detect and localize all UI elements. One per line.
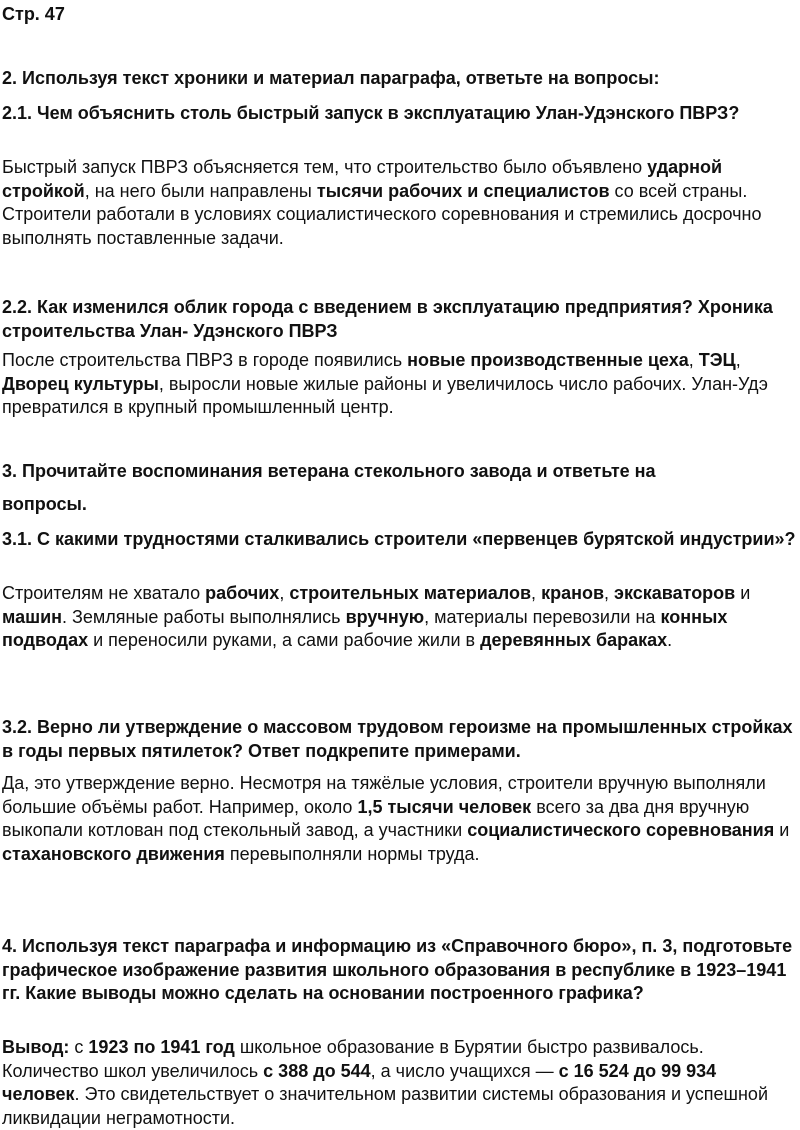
text-fragment: , <box>688 350 699 370</box>
task3-2-question: 3.2. Верно ли утверждение о массовом трудовом героизме на промышленных стройках в годы первых пятилеток? Ответ подкрепите примерами. <box>2 717 793 761</box>
task4-answer <box>2 1036 798 1130</box>
text-fragment: Строителям не хватало <box>2 583 206 603</box>
text-fragment: и <box>774 820 790 840</box>
bold-fragment: строительных материалов <box>289 583 532 603</box>
bold-fragment: конных подводах <box>2 606 728 650</box>
task3-1-answer <box>2 582 798 653</box>
task4-question: 4. Используя текст параграфа и информацию из «Справочного бюро», п. 3, подготовьте графическое изображение развития школьного образования в республике в 1923–1941 гг. Какие выводы можно сделать на основании построенного графика? <box>2 936 793 1003</box>
text-fragment: , <box>279 583 290 603</box>
bold-fragment: Вывод: <box>2 1037 70 1057</box>
bold-fragment: вручную <box>345 606 425 627</box>
text-fragment: . Земляные работы выполнялись <box>62 606 346 627</box>
text-fragment: перевыполняли нормы труда. <box>224 843 480 864</box>
bold-fragment: социалистического соревнования <box>467 820 775 840</box>
text-fragment: . <box>667 630 673 650</box>
text-fragment: и переносили руками, а сами рабочие жили в <box>88 630 481 650</box>
text-fragment: , выросли новые жилые районы и увеличилось число рабочих. Улан-Удэ превратился в крупный промышленный центр. <box>2 373 768 417</box>
bold-fragment: 1,5 тысячи человек <box>357 796 532 817</box>
bold-fragment: рабочих <box>205 583 280 603</box>
text-fragment: После строительства ПВРЗ в городе появились <box>2 350 408 370</box>
task2-1-answer <box>2 156 798 250</box>
bold-fragment: с 16 524 до 99 934 человек <box>2 1060 717 1104</box>
text-fragment: , а число учащихся — <box>370 1060 559 1081</box>
bold-fragment: Дворец культуры <box>2 373 159 394</box>
bold-fragment: ТЭЦ <box>698 350 736 370</box>
bold-fragment: экскаваторов <box>614 583 736 603</box>
task2-2-question: 2.2. Как изменился облик города с введением в эксплуатацию предприятия? Хроника строительства Улан- Удэнского ПВРЗ <box>2 297 773 341</box>
text-fragment: , материалы перевозили на <box>424 606 661 627</box>
task2-heading: 2. Используя текст хроники и материал параграфа, ответьте на вопросы: <box>2 68 660 88</box>
text-fragment: и <box>735 583 751 603</box>
text-fragment: , <box>604 583 615 603</box>
text-fragment: Да, это утверждение верно. Несмотря на тяжёлые условия, строители вручную выполняли большие объёмы работ. Например, около <box>2 773 766 817</box>
text-fragment: школьное образование в Бурятии быстро развивалось. Количество школ увеличилось <box>2 1037 704 1081</box>
task2-1-question: 2.1. Чем объяснить столь быстрый запуск в эксплуатацию Улан-Удэнского ПВРЗ? <box>2 103 740 123</box>
bold-fragment: машин <box>2 606 63 627</box>
bold-fragment: тысячи рабочих и специалистов <box>316 180 610 201</box>
bold-fragment: стахановского движения <box>2 843 225 864</box>
text-fragment: , на него были направлены <box>84 180 317 201</box>
bold-fragment: с 388 до 544 <box>263 1060 371 1081</box>
bold-fragment: 1923 по 1941 год <box>88 1037 235 1057</box>
text-fragment: со всей страны. Строители работали в условиях социалистического соревнования и стремились досрочно выполнять поставленные задачи. <box>2 180 762 248</box>
text-fragment: , <box>531 583 542 603</box>
text-fragment: с <box>69 1037 89 1057</box>
task3-heading-line2: вопросы. <box>2 494 87 514</box>
task3-2-answer <box>2 772 798 866</box>
text-fragment: всего за два дня вручную выкопали котлован под стекольный завод, а участники <box>2 796 750 840</box>
text-fragment: , <box>735 350 741 370</box>
text-fragment: . Это свидетельствует о значительном развитии системы образования и успешной ликвидации неграмотности. <box>2 1084 768 1128</box>
task3-1-question: 3.1. С какими трудностями сталкивались строители «первенцев бурятской индустрии»? <box>2 529 796 549</box>
bold-fragment: кранов <box>541 583 605 603</box>
task2-2-answer <box>2 349 798 420</box>
page-label: Стр. 47 <box>2 4 65 24</box>
bold-fragment: деревянных бараках <box>480 630 668 650</box>
task3-heading-line1: 3. Прочитайте воспоминания ветерана стекольного завода и ответьте на <box>2 461 656 481</box>
text-fragment: Быстрый запуск ПВРЗ объясняется тем, что строительство было объявлено <box>2 157 648 177</box>
bold-fragment: ударной стройкой <box>2 157 723 201</box>
bold-fragment: новые производственные цеха <box>407 350 689 370</box>
